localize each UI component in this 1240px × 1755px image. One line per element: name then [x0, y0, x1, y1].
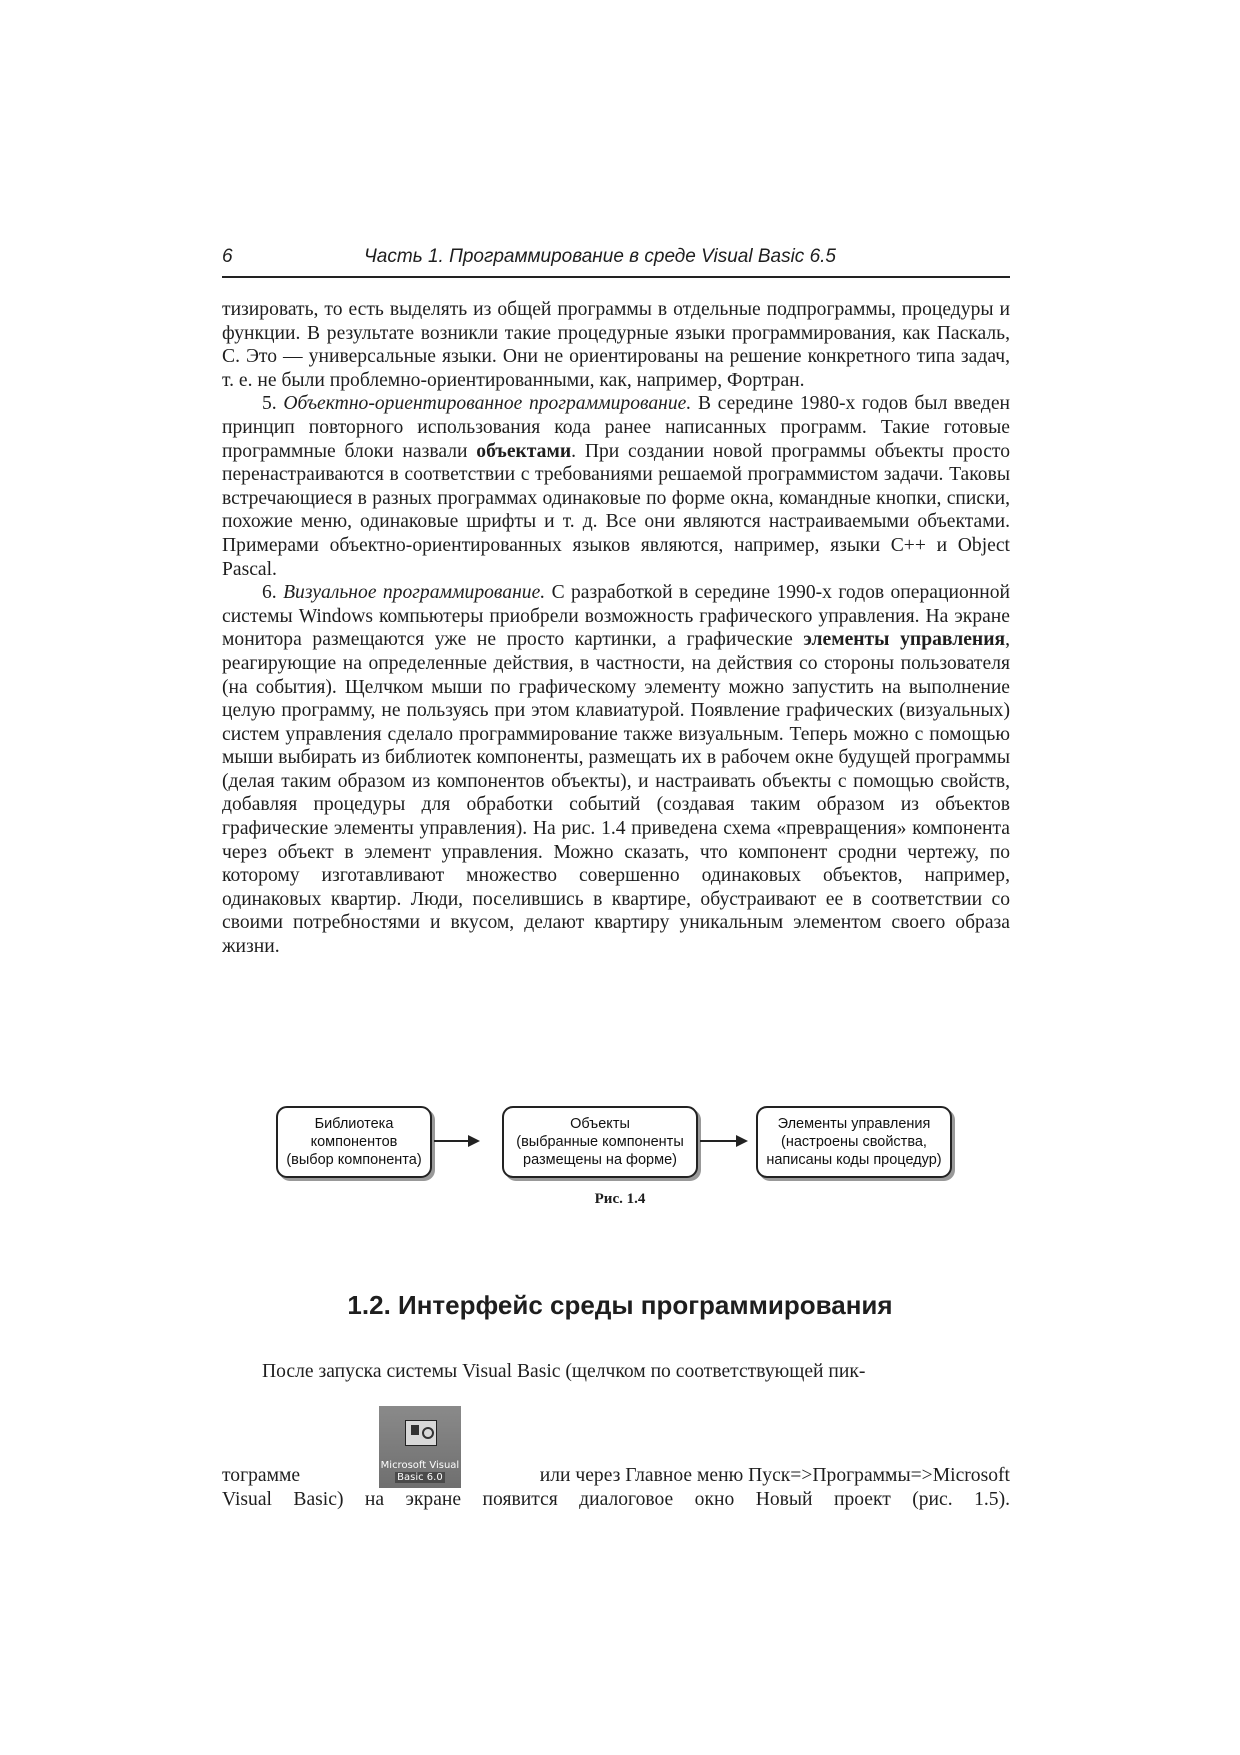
item-number: 5.	[262, 393, 277, 415]
item-text: . При создании новой программы объекты просто перенастраиваются в соответствии с требованиями решаемой программистом задачи. Таковы встречающиеся в разных программах одинаковые по форме окна, командные кнопки, списки, похожие меню, одинаковые шрифты и т. д. Все они являются настраиваемыми объектами. Примерами объектно-ориентированных языков являются, например, языки С++ и Object Pascal.	[222, 440, 1010, 580]
item-text: В середине 1980-х годов был введен принцип повторного использования кода ранее написанных программ. Такие готовые программные блоки назвали	[222, 393, 1011, 462]
diagram-box-objects	[502, 1106, 698, 1178]
figure-1-4-diagram	[276, 1106, 956, 1188]
item-number: 6.	[262, 582, 277, 604]
section-title: 1.2. Интерфейс среды программирования	[347, 1290, 893, 1320]
item-text: С разработкой в середине 1990-х годов операционной системы Windows компьютеры приобрели возможность графического управления. На экране монитора размещаются уже не просто картинки, а графические	[222, 582, 1010, 651]
item-text: , реагирующие на определенные действия, в частности, на действия со стороны пользователя (на события). Щелчком мыши по графическому элементу можно запустить на выполнение целую программу, не пользуясь при этом клавиатурой. Появление графических (визуальных) систем управления сделало программирование также визуальным. Теперь можно с помощью мыши выбирать из библиотек компоненты, размещать их в рабочем окне будущей программы (делая таким образом из компонентов объекты), и настраивать объекты с помощью свойств, добавляя процедуры для обработки событий (создавая таким образом из объектов графические элементы управления). На рис. 1.4 приведена схема «превращения» компонента через объект в элемент управления. Можно сказать, что компонент сродни чертежу, по которому изготавливают множество совершенно одинаковых объектов, например, одинаковых квартир. Люди, поселившись в квартире, обустраивают ее в соответствии со своими потребностями и вкусом, делают квартиру уникальным элементом своего образа жизни.	[222, 629, 1010, 958]
item-term: Объектно-ориентированное программирование.	[283, 393, 692, 415]
text-fragment: тограмме	[222, 1465, 301, 1486]
page-number: 6	[222, 246, 233, 267]
body-text	[222, 298, 1010, 959]
running-header	[222, 246, 1010, 278]
bold-term: объектами	[476, 440, 572, 462]
item-term: Визуальное программирование.	[283, 582, 546, 604]
bold-term: элементы управления	[803, 629, 1006, 651]
visual-basic-app-icon	[379, 1406, 461, 1488]
app-icon-label-line: Basic 6.0	[397, 1472, 443, 1483]
text-line: Visual Basic) на экране появится диалоговое окно Новый проект (рис. 1.5).	[222, 1489, 1010, 1510]
arrow-icon	[700, 1137, 748, 1145]
diagram-box-label: Библиотека компонентов (выбор компонента)	[286, 1116, 422, 1168]
arrow-icon	[434, 1137, 480, 1145]
text-fragment: или через Главное меню Пуск=>Программы=>Microsoft	[539, 1465, 1010, 1486]
diagram-box-label: Объекты (выбранные компоненты размещены на форме)	[516, 1116, 684, 1168]
app-icon-label-line: Microsoft Visual	[380, 1460, 460, 1471]
diagram-box-library	[276, 1106, 432, 1178]
diagram-box-label: Элементы управления (настроены свойства, написаны коды процедур)	[766, 1116, 942, 1168]
paragraph-after-section	[222, 1360, 1010, 1512]
text-line: После запуска системы Visual Basic (щелчком по соответствующей пик-	[262, 1361, 866, 1382]
running-title: Часть 1. Программирование в среде Visual Basic 6.5	[364, 246, 836, 267]
diagram-box-controls	[756, 1106, 952, 1178]
paragraph-item-6	[222, 581, 1010, 959]
figure-caption: Рис. 1.4	[594, 1191, 646, 1207]
paragraph-item-5	[222, 392, 1010, 581]
vb-glyph-icon	[405, 1420, 437, 1446]
paragraph-intro: тизировать, то есть выделять из общей программы в отдельные подпрограммы, процедуры и функции. В результате возникли такие процедурные языки программирования, как Паскаль, С. Это — универсальные языки. Они не ориентированы на решение конкретного типа задач, т. е. не были проблемно-ориентированными, как, например, Фортран.	[222, 299, 1010, 391]
app-icon-label	[379, 1460, 461, 1484]
text-line-with-icon	[222, 1406, 1010, 1488]
